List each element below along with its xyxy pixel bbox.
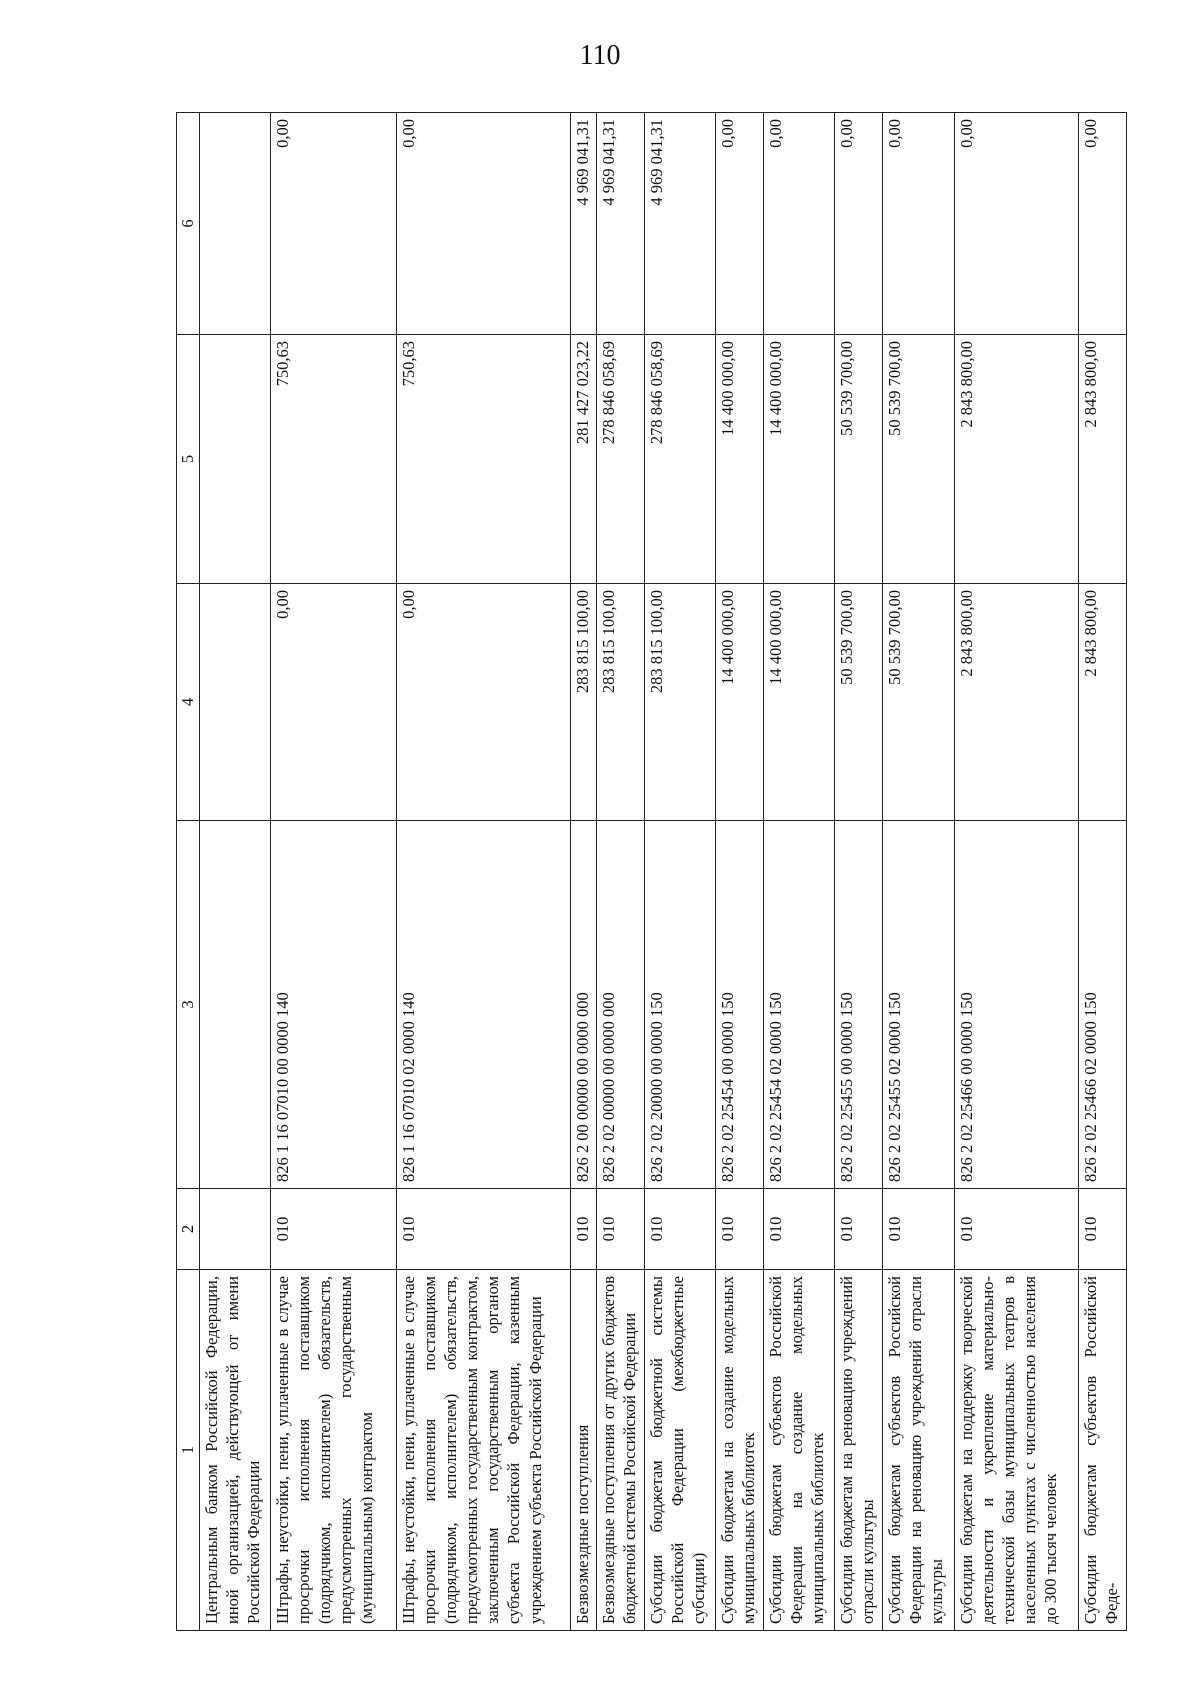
column-header: 5 <box>177 335 200 584</box>
row-value-4: 283 815 100,00 <box>644 584 715 821</box>
row-col2 <box>200 1189 271 1270</box>
row-value-5: 278 846 058,69 <box>596 335 644 584</box>
row-value-6: 0,00 <box>396 113 570 335</box>
row-description: Безвозмездные поступления от других бюджетов бюджетной системы Российской Федерации <box>596 1270 644 1631</box>
row-value-5: 2 843 800,00 <box>1078 335 1126 584</box>
row-value-6: 4 969 041,31 <box>644 113 715 335</box>
header-row <box>177 113 200 1631</box>
row-value-5: 2 843 800,00 <box>954 335 1078 584</box>
row-value-4: 0,00 <box>270 584 396 821</box>
table-row <box>1078 113 1126 1631</box>
row-value-4: 14 400 000,00 <box>715 584 763 821</box>
row-value-4: 2 843 800,00 <box>954 584 1078 821</box>
row-value-6 <box>200 113 271 335</box>
row-col2: 010 <box>644 1189 715 1270</box>
row-value-6: 0,00 <box>883 113 955 335</box>
rotated-table-container <box>176 113 1127 1631</box>
row-description: Субсидии бюджетам субъектов Российской Феде- <box>1078 1270 1126 1631</box>
table-row <box>570 113 596 1631</box>
row-value-5: 750,63 <box>396 335 570 584</box>
row-code: 826 2 02 25466 02 0000 150 <box>1078 821 1126 1189</box>
row-value-5: 278 846 058,69 <box>644 335 715 584</box>
row-code: 826 2 02 25454 02 0000 150 <box>764 821 835 1189</box>
row-value-5: 281 427 023,22 <box>570 335 596 584</box>
row-description: Субсидии бюджетам субъектов Российской Федерации на реновацию учреждений отрасли культуры <box>883 1270 955 1631</box>
page-number: 110 <box>579 40 621 71</box>
row-code <box>200 821 271 1189</box>
table-row <box>764 113 835 1631</box>
row-value-5: 750,63 <box>270 335 396 584</box>
row-value-6: 0,00 <box>270 113 396 335</box>
row-description: Субсидии бюджетам бюджетной системы Российской Федерации (межбюджетные субсидии) <box>644 1270 715 1631</box>
table-row <box>396 113 570 1631</box>
row-code: 826 2 02 00000 00 0000 000 <box>596 821 644 1189</box>
row-value-6: 4 969 041,31 <box>596 113 644 335</box>
row-col2: 010 <box>834 1189 882 1270</box>
row-description: Субсидии бюджетам на создание модельных муниципальных библиотек <box>715 1270 763 1631</box>
row-value-4 <box>200 584 271 821</box>
row-col2: 010 <box>596 1189 644 1270</box>
table-row <box>834 113 882 1631</box>
table-row <box>954 113 1078 1631</box>
row-code: 826 2 02 20000 00 0000 150 <box>644 821 715 1189</box>
row-description: Безвозмездные поступления <box>570 1270 596 1631</box>
row-value-6: 0,00 <box>834 113 882 335</box>
revenue-table <box>176 112 1127 1631</box>
column-header: 2 <box>177 1189 200 1270</box>
row-value-4: 283 815 100,00 <box>596 584 644 821</box>
table-row <box>270 113 396 1631</box>
column-header: 3 <box>177 821 200 1189</box>
table-row <box>715 113 763 1631</box>
row-code: 826 2 00 00000 00 0000 000 <box>570 821 596 1189</box>
row-col2: 010 <box>883 1189 955 1270</box>
row-value-6: 0,00 <box>954 113 1078 335</box>
row-col2: 010 <box>764 1189 835 1270</box>
table-row <box>596 113 644 1631</box>
column-header: 6 <box>177 113 200 335</box>
row-value-5: 14 400 000,00 <box>715 335 763 584</box>
row-value-5: 14 400 000,00 <box>764 335 835 584</box>
column-header: 1 <box>177 1270 200 1631</box>
row-value-4: 50 539 700,00 <box>883 584 955 821</box>
row-col2: 010 <box>570 1189 596 1270</box>
table-row <box>883 113 955 1631</box>
table-row <box>200 113 271 1631</box>
row-value-5: 50 539 700,00 <box>834 335 882 584</box>
row-col2: 010 <box>270 1189 396 1270</box>
row-col2: 010 <box>715 1189 763 1270</box>
row-value-4: 14 400 000,00 <box>764 584 835 821</box>
row-code: 826 2 02 25455 00 0000 150 <box>834 821 882 1189</box>
row-value-5: 50 539 700,00 <box>883 335 955 584</box>
row-value-4: 50 539 700,00 <box>834 584 882 821</box>
row-code: 826 2 02 25466 00 0000 150 <box>954 821 1078 1189</box>
row-col2: 010 <box>954 1189 1078 1270</box>
row-col2: 010 <box>396 1189 570 1270</box>
row-code: 826 2 02 25454 00 0000 150 <box>715 821 763 1189</box>
row-value-5 <box>200 335 271 584</box>
row-code: 826 1 16 07010 00 0000 140 <box>270 821 396 1189</box>
row-value-6: 0,00 <box>764 113 835 335</box>
row-value-6: 0,00 <box>1078 113 1126 335</box>
row-code: 826 2 02 25455 02 0000 150 <box>883 821 955 1189</box>
column-header: 4 <box>177 584 200 821</box>
row-value-6: 0,00 <box>715 113 763 335</box>
row-description: Субсидии бюджетам субъектов Российской Федерации на создание модельных муниципальных библиотек <box>764 1270 835 1631</box>
row-description: Субсидии бюджетам на реновацию учреждений отрасли культуры <box>834 1270 882 1631</box>
row-value-4: 0,00 <box>396 584 570 821</box>
row-description: Субсидии бюджетам на поддержку творческой деятельности и укрепление материально-технической базы муниципальных театров в населенных пунктах с численностью населения до 300 тысяч человек <box>954 1270 1078 1631</box>
row-description: Центральным банком Российской Федерации, иной организацией, действующей от имени Российской Федерации <box>200 1270 271 1631</box>
row-col2: 010 <box>1078 1189 1126 1270</box>
row-description: Штрафы, неустойки, пени, уплаченные в случае просрочки исполнения поставщиком (подрядчиком, исполнителем) обязательств, предусмотренных государственным (муниципальным) контрактом <box>270 1270 396 1631</box>
row-description: Штрафы, неустойки, пени, уплаченные в случае просрочки исполнения поставщиком (подрядчиком, исполнителем) обязательств, предусмотренных государственным контрактом, заключенным государственным органом субъекта Российской Федерации, казенным учреждением субъекта Российской Федерации <box>396 1270 570 1631</box>
table-row <box>644 113 715 1631</box>
row-value-4: 283 815 100,00 <box>570 584 596 821</box>
row-value-4: 2 843 800,00 <box>1078 584 1126 821</box>
row-value-6: 4 969 041,31 <box>570 113 596 335</box>
row-code: 826 1 16 07010 02 0000 140 <box>396 821 570 1189</box>
